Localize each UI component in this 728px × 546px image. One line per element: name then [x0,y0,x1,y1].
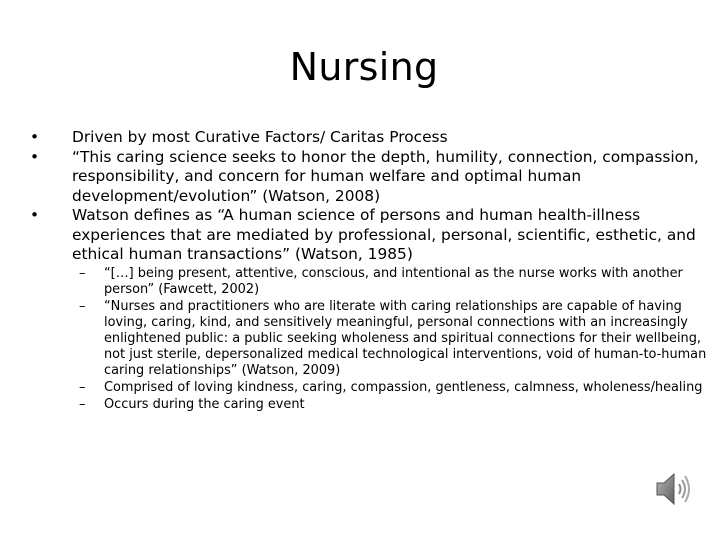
subbullet-item [72,299,710,379]
bullet-text: “This caring science seeks to honor the depth, humility, connection, compassion, responsibility, and concern for human welfare and optimal human development/evolution” (Watson, 2008) [72,147,699,205]
bullet-marker: • [30,128,40,146]
subbullet-marker: – [79,380,86,396]
bullet-text: Driven by most Curative Factors/ Caritas Process [72,128,448,146]
speaker-icon[interactable] [654,472,694,506]
slide-title: Nursing [289,45,439,89]
subbullet-marker: – [79,265,86,281]
subbullet-item [72,266,710,298]
subbullet-item [72,397,710,413]
slide-body [30,128,710,413]
bullet-text: Watson defines as “A human science of persons and human health-illness experiences that are mediated by professional, personal, scientific, esthetic, and ethical human transactions” (Watson, 1985) [72,206,696,263]
bullet-item [30,148,710,207]
subbullet-text: Occurs during the caring event [104,397,305,413]
bullet-item [30,206,710,265]
subbullet-marker: – [79,298,86,314]
subbullet-text: “Nurses and practitioners who are literate with caring relationships are capable of having loving, caring, kind, and sensitively meaningful, personal connections with an increasingly enlightened public: a public seeking wholeness and spiritual connections for their wellbeing, not just sterile, depersonalized medical technological interventions, void of human-to-human caring relationships” (Watson, 2009) [104,298,707,379]
bullet-item [30,128,710,148]
subbullet-marker: – [79,397,86,413]
subbullet-item [72,380,710,396]
subbullet-text: “[…] being present, attentive, conscious, and intentional as the nurse works with another person” (Fawcett, 2002) [104,265,683,297]
bullet-marker: • [30,206,40,224]
bullet-marker: • [30,147,40,166]
subbullet-text: Comprised of loving kindness, caring, compassion, gentleness, calmness, wholeness/healing [104,380,703,396]
